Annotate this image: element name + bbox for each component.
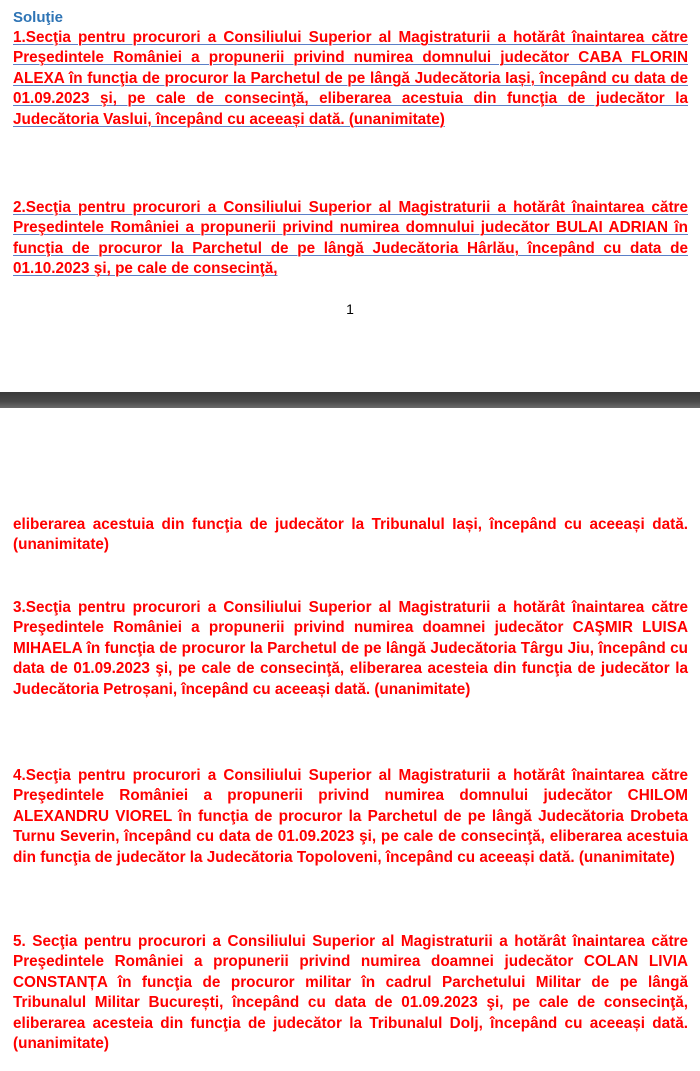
- paragraph-2-part-1: 2.Secţia pentru procurori a Consiliului Superior al Magistraturii a hotărât înaintarea către Preşedintele României a propunerii privind numirea domnului judecător BULAI ADRIAN în funcţia de procuror la Parchetul de pe lângă Judecătoria Hârlău, începând cu data de 01.10.2023 şi, pe cale de consecinţă,: [13, 199, 688, 278]
- paragraph-3: 3.Secţia pentru procurori a Consiliului Superior al Magistraturii a hotărât înaintarea către Preşedintele României a propunerii privind numirea doamnei judecător CAŞMIR LUISA MIHAELA în funcţia de procuror la Parchetul de pe lângă Judecătoria Târgu Jiu, începând cu data de 01.09.2023 şi, pe cale de consecinţă, eliberarea acesteia din funcţia de judecător la Judecătoria Petroșani, începând cu aceeași dată. (unanimitate): [13, 599, 688, 698]
- paragraph-4: 4.Secţia pentru procurori a Consiliului Superior al Magistraturii a hotărât înaintarea către Preşedintele României a propunerii privind numirea domnului judecător CHILOM ALEXANDRU VIOREL în funcţia de procuror la Parchetul de pe lângă Judecătoria Drobeta Turnu Severin, începând cu data de 01.09.2023 şi, pe cale de consecinţă, eliberarea acestuia din funcţia de judecător la Judecătoria Topoloveni, începând cu aceeași dată. (unanimitate): [13, 767, 688, 866]
- paragraph-1: 1.Secţia pentru procurori a Consiliului Superior al Magistraturii a hotărât înaintarea către Preşedintele României a propunerii privind numirea domnului judecător CABA FLORIN ALEXA în funcţia de procuror la Parchetul de pe lângă Judecătoria Iași, începând cu data de 01.09.2023 şi, pe cale de consecinţă, eliberarea acestuia din funcţia de judecător la Judecătoria Vaslui, începând cu aceeași dată. (unanimitate): [13, 29, 688, 128]
- paragraph-2-part-2: eliberarea acestuia din funcţia de judecător la Tribunalul Iași, începând cu aceeași dată. (unanimitate): [13, 516, 688, 554]
- paragraph-5: 5. Secţia pentru procurori a Consiliului Superior al Magistraturii a hotărât înaintarea către Preşedintele României a propunerii privind numirea doamnei judecător COLAN LIVIA CONSTANȚA în funcţia de procuror militar în cadrul Parchetului Militar de pe lângă Tribunalul Militar București, începând cu data de 01.09.2023 şi, pe cale de consecinţă, eliberarea acesteia din funcţia de judecător la Tribunalul Dolj, începând cu aceeași dată. (unanimitate): [13, 933, 688, 1053]
- section-heading: Soluţie: [13, 9, 64, 26]
- page-break-divider: [0, 392, 700, 408]
- page-number: 1: [346, 301, 354, 317]
- document-page-2: [0, 408, 700, 1071]
- document-page-1: [0, 0, 700, 392]
